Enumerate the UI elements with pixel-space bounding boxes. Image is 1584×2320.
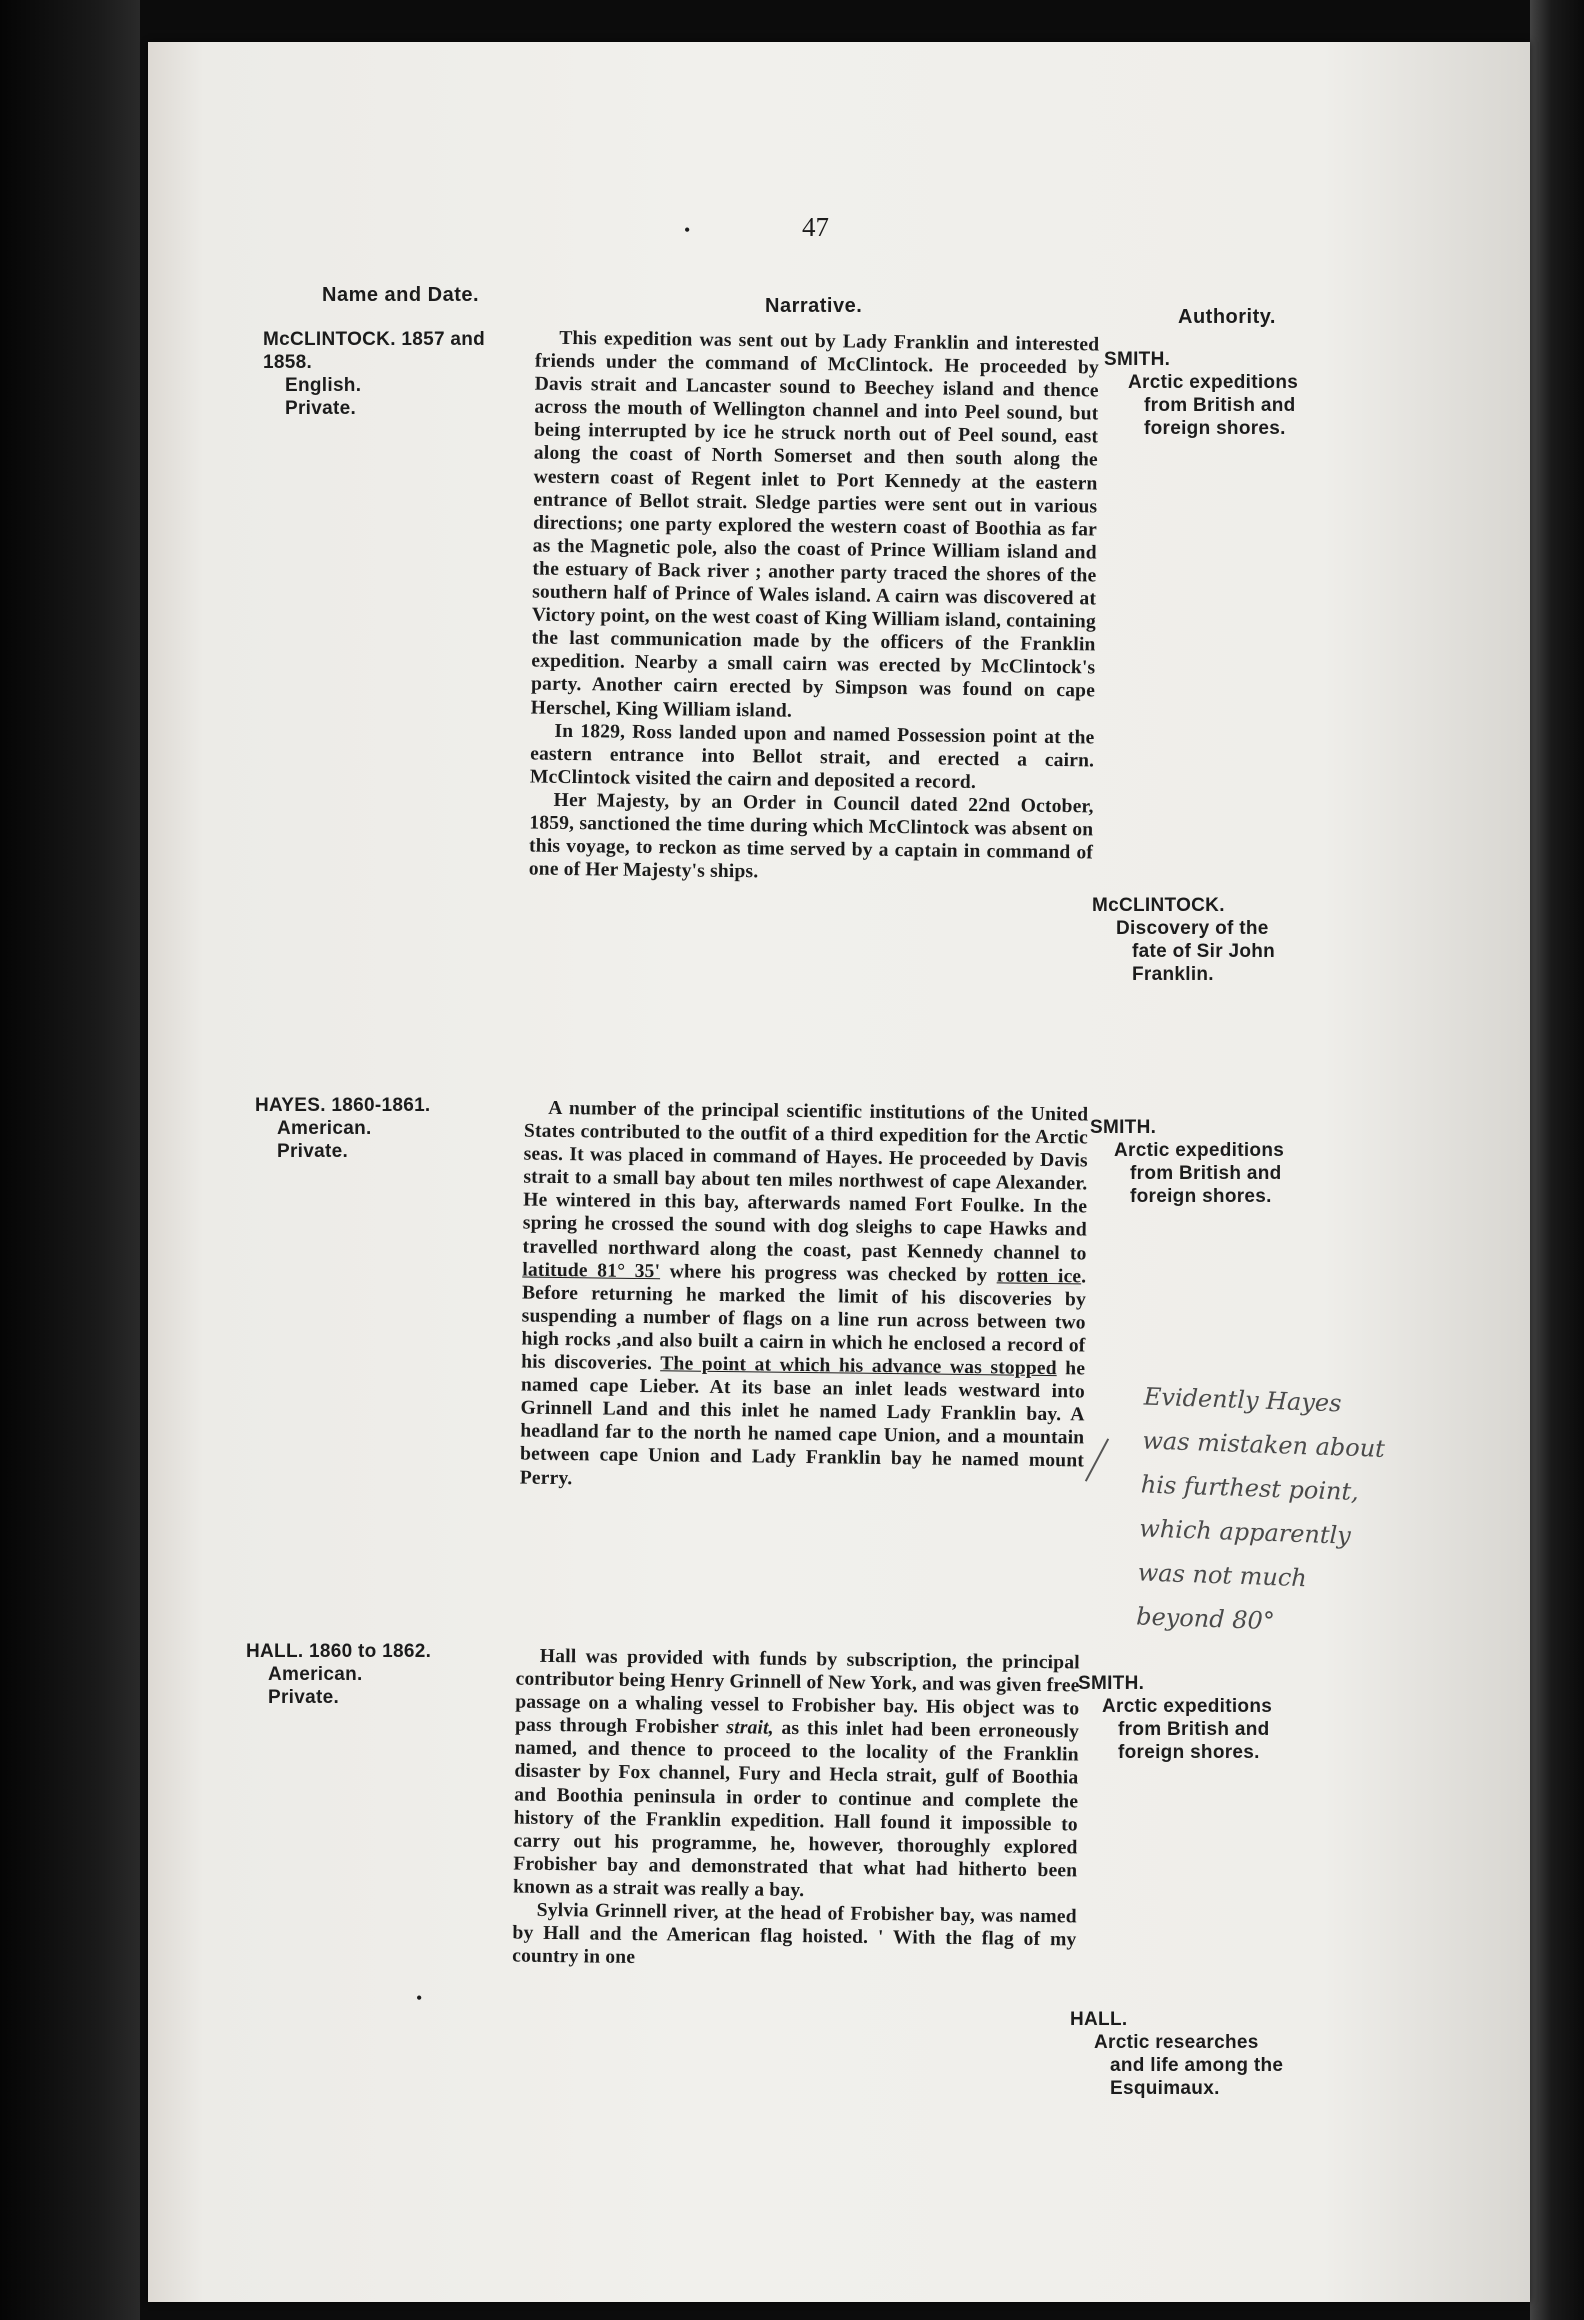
entry-authority-hayes: SMITH. Arctic expeditions from British and foreign shores. (1090, 1117, 1285, 1207)
film-edge-right (1530, 0, 1584, 2320)
column-header-authority: Authority. (1178, 306, 1276, 328)
column-header-name: Name and Date. (322, 284, 480, 306)
entry-narrative-mcclintock: This expedition was sent out by Lady Franklin and interested friends under the command of McClintock. He proceeded by Davis strait and Lancaster sound to Beechey island and thence across the mouth of Wellington channel and into Peel sound, but being interrupted by ice he struck north out of Peel sound, east along the coast of North Somerset and then south along the western coast of Regent inlet to Port Kennedy at the eastern entrance of Bellot strait. Sledge parties were sent out in various directions; one party explored the western coast of Boothia as far as the Magnetic pole, also the coast of Prince William island and the estuary of Back river ; another party traced the shores of the southern half of Prince of Wales island. A cairn was discovered at Victory point, on the west coast of King William island, containing the last communication made by the officers of the Franklin expedition. Nearby a small cairn was erected by McClintock's party. Another cairn erected by Simpson was found on cape Herschel, King William island. In 1829, Ross landed upon and named Possession point at the eastern entrance into Bellot strait, and erected a cairn. McClintock visited the cairn and deposited a record. Her Majesty, by an Order in Council dated 22nd October, 1859, sanctioned the time during which McClintock was absent on this voyage, to reckon as time served by a captain in command of one of Her Majesty's ships. (528, 327, 1100, 883)
entry-authority-mcclintock-1: SMITH. Arctic expeditions from British and foreign shores. (1104, 349, 1299, 439)
column-header-narrative: Narrative. (765, 295, 863, 317)
entry-name-mcclintock: McCLINTOCK. 1857 and 1858. English. Private. (263, 329, 486, 419)
entry-authority-hall-2: HALL. Arctic researches and life among the Esquimaux. (1070, 2009, 1284, 2099)
entry-narrative-hall: Hall was provided with funds by subscription, the principal contributor being Henry Grinnell of New York, and was given free passage on a whaling vessel to Frobisher bay. His object was to pass through Frobisher strait, as this inlet had been erroneously named, and thence to proceed to the locality of the Franklin disaster by Fox channel, Fury and Hecla strait, gulf of Boothia and Boothia peninsula in order to continue and complete the history of the Franklin expedition. Hall found it impossible to carry out his programme, he, however, thoroughly explored Frobisher bay and demonstrated that what had hitherto been known as a strait was really a bay. Sylvia Grinnell river, at the head of Frobisher bay, was named by Hall and the American flag hoisted. ' With the flag of my country in one (512, 1645, 1080, 1969)
entry-narrative-hayes: A number of the principal scientific institutions of the United States contributed to the outfit of a third expedition for the Arctic seas. It was placed in command of Hayes. He proceeded by Davis strait to a small bay about ten miles northwest of cape Alexander. He wintered in this bay, afterwards named Fort Foulke. In the spring he crossed the sound with dog sleighs to cape Hawks and travelled northward along the coast, past Kennedy channel to latitude 81° 35' where his progress was checked by rotten ice. Before returning he marked the limit of his discoveries by suspending a number of flags on a line run across between two high rocks ,and also built a cairn in which he enclosed a record of his discoveries. The point at which his advance was stopped he named cape Lieber. At its base an inlet leads westward into Grinnell Land and this inlet he named Lady Franklin bay. A headland far to the north he named cape Union, and a mountain between cape Union and Lady Franklin bay he named mount Perry. (519, 1097, 1089, 1489)
speck-mark: • (416, 1988, 423, 2008)
entry-authority-hall-1: SMITH. Arctic expeditions from British and foreign shores. (1078, 1673, 1273, 1763)
entry-name-hayes: HAYES. 1860-1861. American. Private. (255, 1095, 431, 1162)
speck-mark: • (684, 220, 691, 240)
film-edge-left (0, 0, 140, 2320)
handwritten-note: Evidently Hayes was mistaken about his furthest point, which apparently was not much beyond 80° (1135, 1382, 1386, 1636)
entry-authority-mcclintock-2: McCLINTOCK. Discovery of the fate of Sir John Franklin. (1092, 895, 1276, 985)
entry-name-hall: HALL. 1860 to 1862. American. Private. (246, 1641, 432, 1708)
page-number: 47 (802, 212, 829, 242)
